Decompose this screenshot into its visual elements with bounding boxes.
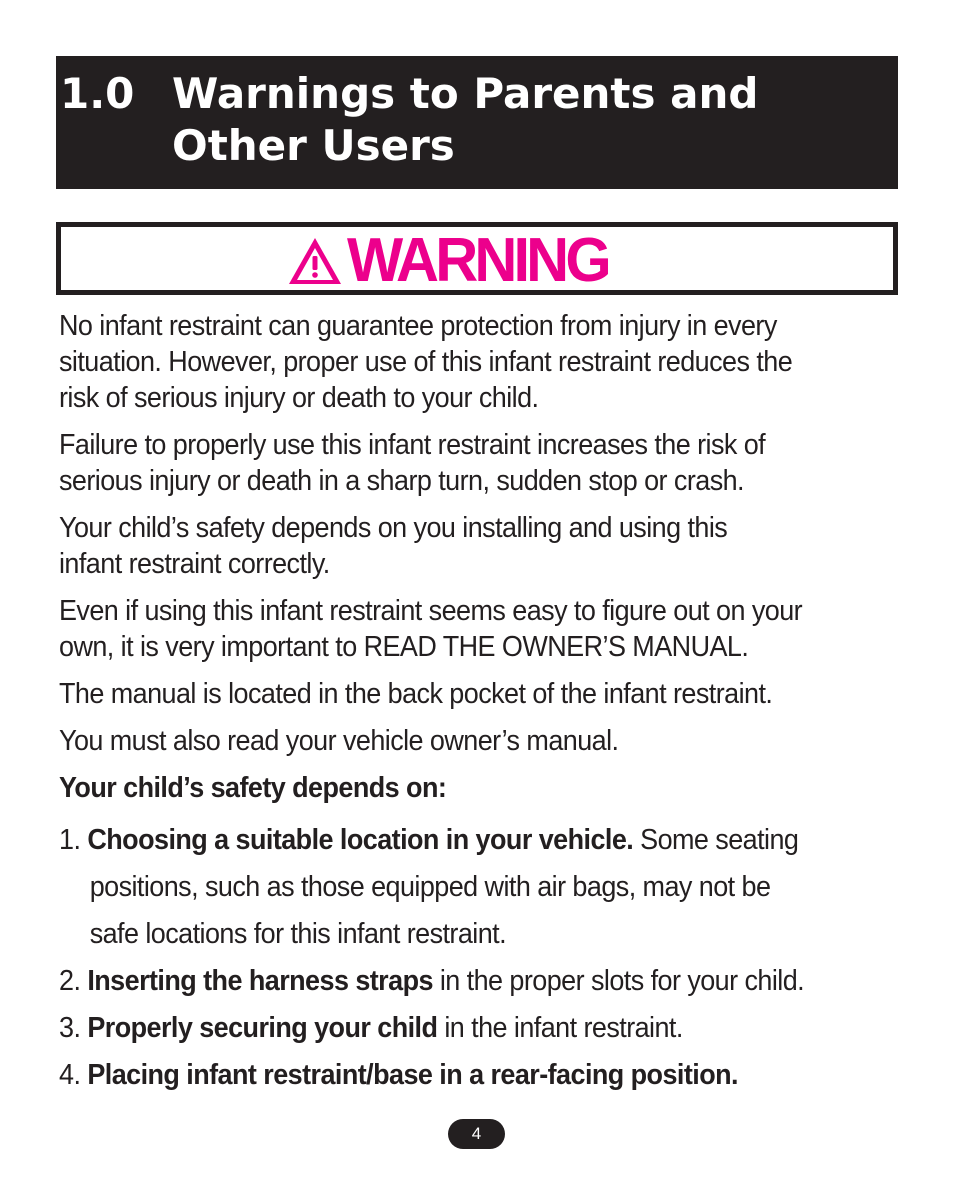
- section-title-line-1: Warnings to Parents and: [172, 69, 759, 118]
- list-item-number: 3.: [59, 1012, 81, 1044]
- list-item-number: 2.: [59, 965, 81, 997]
- paragraph-line: No infant restraint can guarantee protection from injury in every: [59, 310, 777, 342]
- list-item-4: [59, 1052, 859, 1099]
- list-item-bold-text: Placing infant restraint/base in a rear-facing position.: [87, 1059, 738, 1091]
- section-title-line-2: Other Users: [172, 121, 455, 170]
- list-item-bold-text: Choosing a suitable location in your vehicle.: [87, 824, 634, 856]
- warning-body: [59, 308, 859, 1099]
- list-item-3: [59, 1005, 859, 1052]
- list-item-number: 4.: [59, 1059, 81, 1091]
- list-item-continuation: safe locations for this infant restraint.: [89, 918, 507, 950]
- safety-depends-heading: Your child’s safety depends on:: [59, 772, 447, 804]
- paragraph-line: The manual is located in the back pocket of the infant restraint.: [59, 678, 773, 710]
- paragraph-2: [59, 427, 859, 499]
- list-item-bold-text: Properly securing your child: [87, 1012, 438, 1044]
- paragraph-line: own, it is very important to READ THE OWNER’S MANUAL.: [59, 631, 749, 663]
- list-item-continuation: positions, such as those equipped with air bags, may not be: [89, 871, 771, 903]
- paragraph-line: serious injury or death in a sharp turn, sudden stop or crash.: [59, 465, 745, 497]
- paragraph-line: You must also read your vehicle owner’s manual.: [59, 725, 619, 757]
- paragraph-line: infant restraint correctly.: [59, 548, 330, 580]
- list-item-text: in the infant restraint.: [437, 1012, 683, 1044]
- list-item-bold-text: Inserting the harness straps: [87, 965, 433, 997]
- warning-banner: [56, 222, 898, 295]
- warning-banner-content: [287, 226, 619, 295]
- warning-label: WARNING: [347, 226, 608, 295]
- paragraph-line: risk of serious injury or death to your child.: [59, 382, 539, 414]
- paragraph-6: [59, 723, 859, 759]
- section-number: 1.0: [60, 69, 135, 118]
- section-header: [56, 56, 898, 189]
- paragraph-3: [59, 510, 859, 582]
- paragraph-line: Even if using this infant restraint seems easy to figure out on your: [59, 595, 803, 627]
- list-item-number: 1.: [59, 824, 81, 856]
- paragraph-line: situation. However, proper use of this infant restraint reduces the: [59, 346, 793, 378]
- paragraph-5: [59, 676, 859, 712]
- paragraph-4: [59, 593, 859, 665]
- paragraph-line: Your child’s safety depends on you installing and using this: [59, 512, 728, 544]
- section-title: [172, 68, 872, 172]
- paragraph-line: Failure to properly use this infant restraint increases the risk of: [59, 429, 766, 461]
- list-item-2: [59, 958, 859, 1005]
- list-item-text: Some seating: [633, 824, 799, 856]
- paragraph-1: [59, 308, 859, 416]
- list-item-1: [59, 817, 859, 958]
- warning-triangle-icon: [287, 235, 343, 287]
- list-item-text: in the proper slots for your child.: [432, 965, 805, 997]
- page-number: 4: [448, 1119, 505, 1149]
